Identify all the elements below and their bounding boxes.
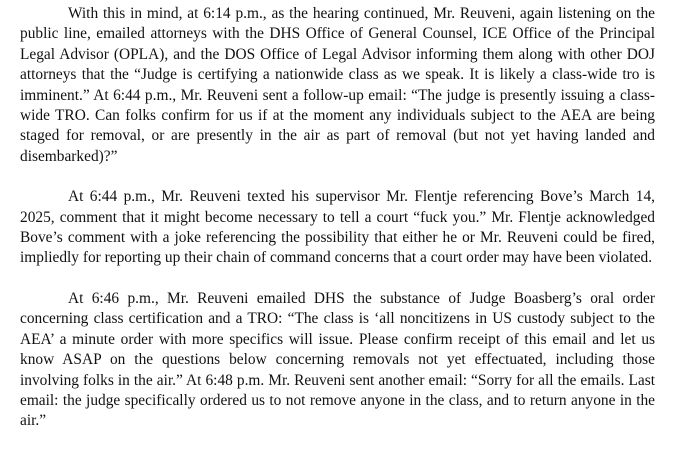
paragraph-2: At 6:44 p.m., Mr. Reuveni texted his supervisor Mr. Flentje referencing Bove’s March 14, 2025, comment that it might become necessary to tell a court “fuck you.” Mr. Flentje acknowledged Bove’s comment with a joke referencing the possibility that either he or Mr. Reuveni could be fired, impliedly for reporting up their chain of command concerns that a court order may have been violated. [20, 188, 655, 267]
paragraph-1: With this in mind, at 6:14 p.m., as the hearing continued, Mr. Reuveni, again listening on the public line, emailed attorneys with the DHS Office of General Counsel, ICE Office of the Principal Legal Advisor (OPLA), and the DOS Office of Legal Advisor informing them along with other DOJ attorneys that the “Judge is certifying a nationwide class as we speak. It is likely a class-wide tro is imminent.” At 6:44 p.m., Mr. Reuveni sent a follow-up email: “The judge is presently issuing a class-wide TRO. Can folks confirm for us if at the moment any individuals subject to the AEA are being staged for removal, or are presently in the air as part of removal (but not yet having landed and disembarked)?” [20, 5, 655, 165]
paragraph-3: At 6:46 p.m., Mr. Reuveni emailed DHS the substance of Judge Boasberg’s oral order concerning class certification and a TRO: “The class is ‘all noncitizens in US custody subject to the AEA’ a minute order with more specifics will issue. Please confirm receipt of this email and let us know ASAP on the questions below concerning removals not yet effectuated, including those involving folks in the air.” At 6:48 p.m. Mr. Reuveni sent another email: “Sorry for all the emails. Last email: the judge specifically ordered us to not remove anyone in the class, and to return anyone in the air.” [20, 289, 655, 430]
